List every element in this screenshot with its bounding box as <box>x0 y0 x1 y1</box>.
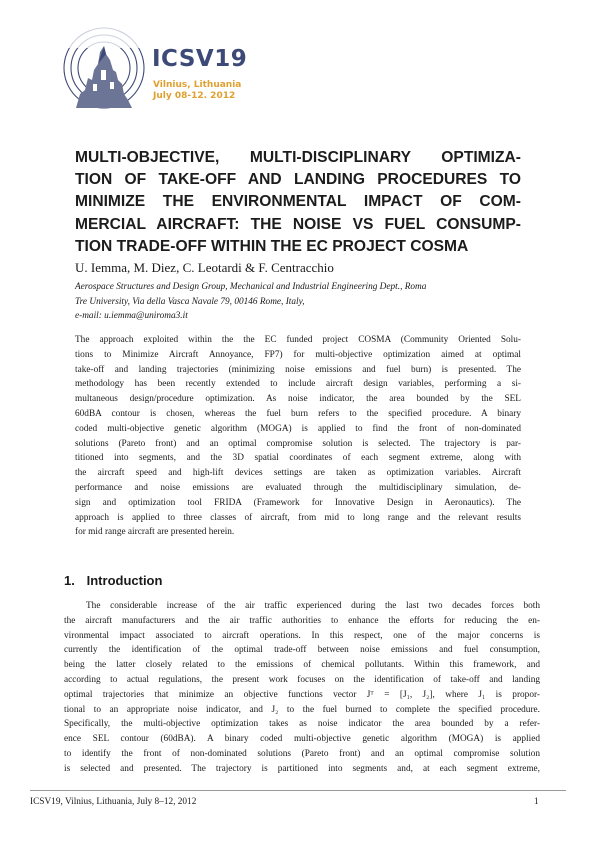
author-email: e-mail: u.iemma@uniroma3.it <box>75 311 188 321</box>
abstract-line: solutions (Pareto front) and an optimal compromise solution is selected. The trajectory is par- <box>75 438 521 449</box>
paper-title <box>75 147 521 258</box>
authors: U. Iemma, M. Diez, C. Leotardi & F. Centracchio <box>75 260 334 275</box>
abstract-line: multaneous design/procedure optimization. As noise indicator, the area bounded by the SEL <box>75 394 521 405</box>
conference-name: ICSV19 <box>152 46 248 72</box>
affiliation-line: Aerospace Structures and Design Group, Mechanical and Industrial Engineering Dept., Roma <box>75 282 427 292</box>
abstract-line: 60dBA contour is chosen, whereas the fuel burn refers to the specified procedure. A binary <box>75 408 521 419</box>
footer-rule <box>30 790 566 791</box>
intro-line: to identify the front of non-dominated solutions (Pareto front) and an optimal compromise solution <box>64 748 540 759</box>
abstract-line: methodology has been recently extended to include aircraft design variables, performing a si- <box>75 379 521 390</box>
title-line: MERCIAL AIRCRAFT: THE NOISE VS FUEL CONSUMP- <box>75 215 521 233</box>
intro-line: being the latter closely related to the emissions of chemical pollutants. Within this framework, and <box>64 660 540 671</box>
intro-line: vironmental impact associated to aircraft operations. In this respect, one of the major concerns is <box>64 630 540 641</box>
intro-line: ence SEL contour (60dBA). A binary coded multi-objective genetic algorithm (MOGA) is applied <box>64 734 540 745</box>
introduction-body <box>64 599 540 777</box>
title-line: MULTI-OBJECTIVE, MULTI-DISCIPLINARY OPTIMIZA- <box>75 149 521 166</box>
conference-location-dates <box>153 80 241 102</box>
abstract-line: approach is applied to three classes of aircraft, from mid to long range and the relevant results <box>75 512 521 523</box>
affiliation <box>75 280 521 324</box>
intro-line: tional to an appropriate noise indicator, and J₂ to the fuel burned to complete the specified procedure. <box>64 704 540 715</box>
conference-city: Vilnius, Lithuania <box>153 80 242 90</box>
intro-line: according to actual regulations, the present work focuses on the identification of take-off and landing <box>64 674 540 685</box>
abstract-line: performance and noise emissions are evaluated through the multidisciplinary simulation, de- <box>75 482 521 493</box>
affiliation-line: Tre University, Via della Vasca Navale 79, 00146 Rome, Italy, <box>75 296 305 307</box>
intro-line: currently the identification of the optimal trade-off between noise emissions and fuel consumption, <box>64 645 540 656</box>
abstract-line: take-off and landing trajectories (minimizing noise emissions and fuel burn) is presented. The <box>75 364 521 375</box>
page-number: 1 <box>534 797 539 807</box>
section-heading <box>64 573 162 588</box>
abstract-line: The approach exploited within the the EC funded project COSMA (Community Oriented Solu- <box>75 335 521 345</box>
intro-line: optimal trajectories that minimize an objective functions vector Jᵀ = [J₁, J₂], where J₁ is propor- <box>64 689 540 700</box>
abstract-line: the aircraft speed and high-lift devices settings are taken as optimization variables. Aircraft <box>75 468 521 479</box>
abstract-line: sign and optimization tool FRIDA (Framework for Innovative Design in Aeronautics). The <box>75 497 521 508</box>
intro-line: the aircraft manufacturers and the air traffic authorities to enhance the efforts for reducing the en- <box>64 615 540 626</box>
intro-line: The considerable increase of the air traffic experienced during the last two decades forces both <box>86 601 540 611</box>
intro-line: is selected and presented. The trajectory is partitioned into segments and, at each segment extreme, <box>64 763 540 774</box>
title-line: TION TRADE-OFF WITHIN THE EC PROJECT COSMA <box>75 237 469 255</box>
abstract-line: tions to Minimize Aircraft Annoyance, FP7) for multi-objective optimization aimed at optimal <box>75 349 521 360</box>
conference-dates: July 08-12. 2012 <box>153 91 236 101</box>
abstract-line: for mid range aircraft are presented herein. <box>75 527 235 538</box>
title-line: TION OF TAKE-OFF AND LANDING PROCEDURES TO <box>75 171 521 189</box>
section-title: Introduction <box>86 573 163 588</box>
abstract-line: coded multi-objective genetic algorithm (MOGA) is applied to find the front of non-dominated <box>75 423 521 434</box>
abstract <box>75 333 521 540</box>
icsv-castle-logo-icon <box>58 20 148 115</box>
section-number: 1. <box>64 573 75 588</box>
footer-conference: ICSV19, Vilnius, Lithuania, July 8–12, 2012 <box>30 797 197 807</box>
title-line: MINIMIZE THE ENVIRONMENTAL IMPACT OF COM- <box>75 193 521 211</box>
abstract-line: titioned into segments, and the 3D spatial coordinates of each segment extreme, along with <box>75 453 521 464</box>
intro-line: Specifically, the multi-objective optimization takes as noise indicator the area bounded by a refer- <box>64 719 540 730</box>
